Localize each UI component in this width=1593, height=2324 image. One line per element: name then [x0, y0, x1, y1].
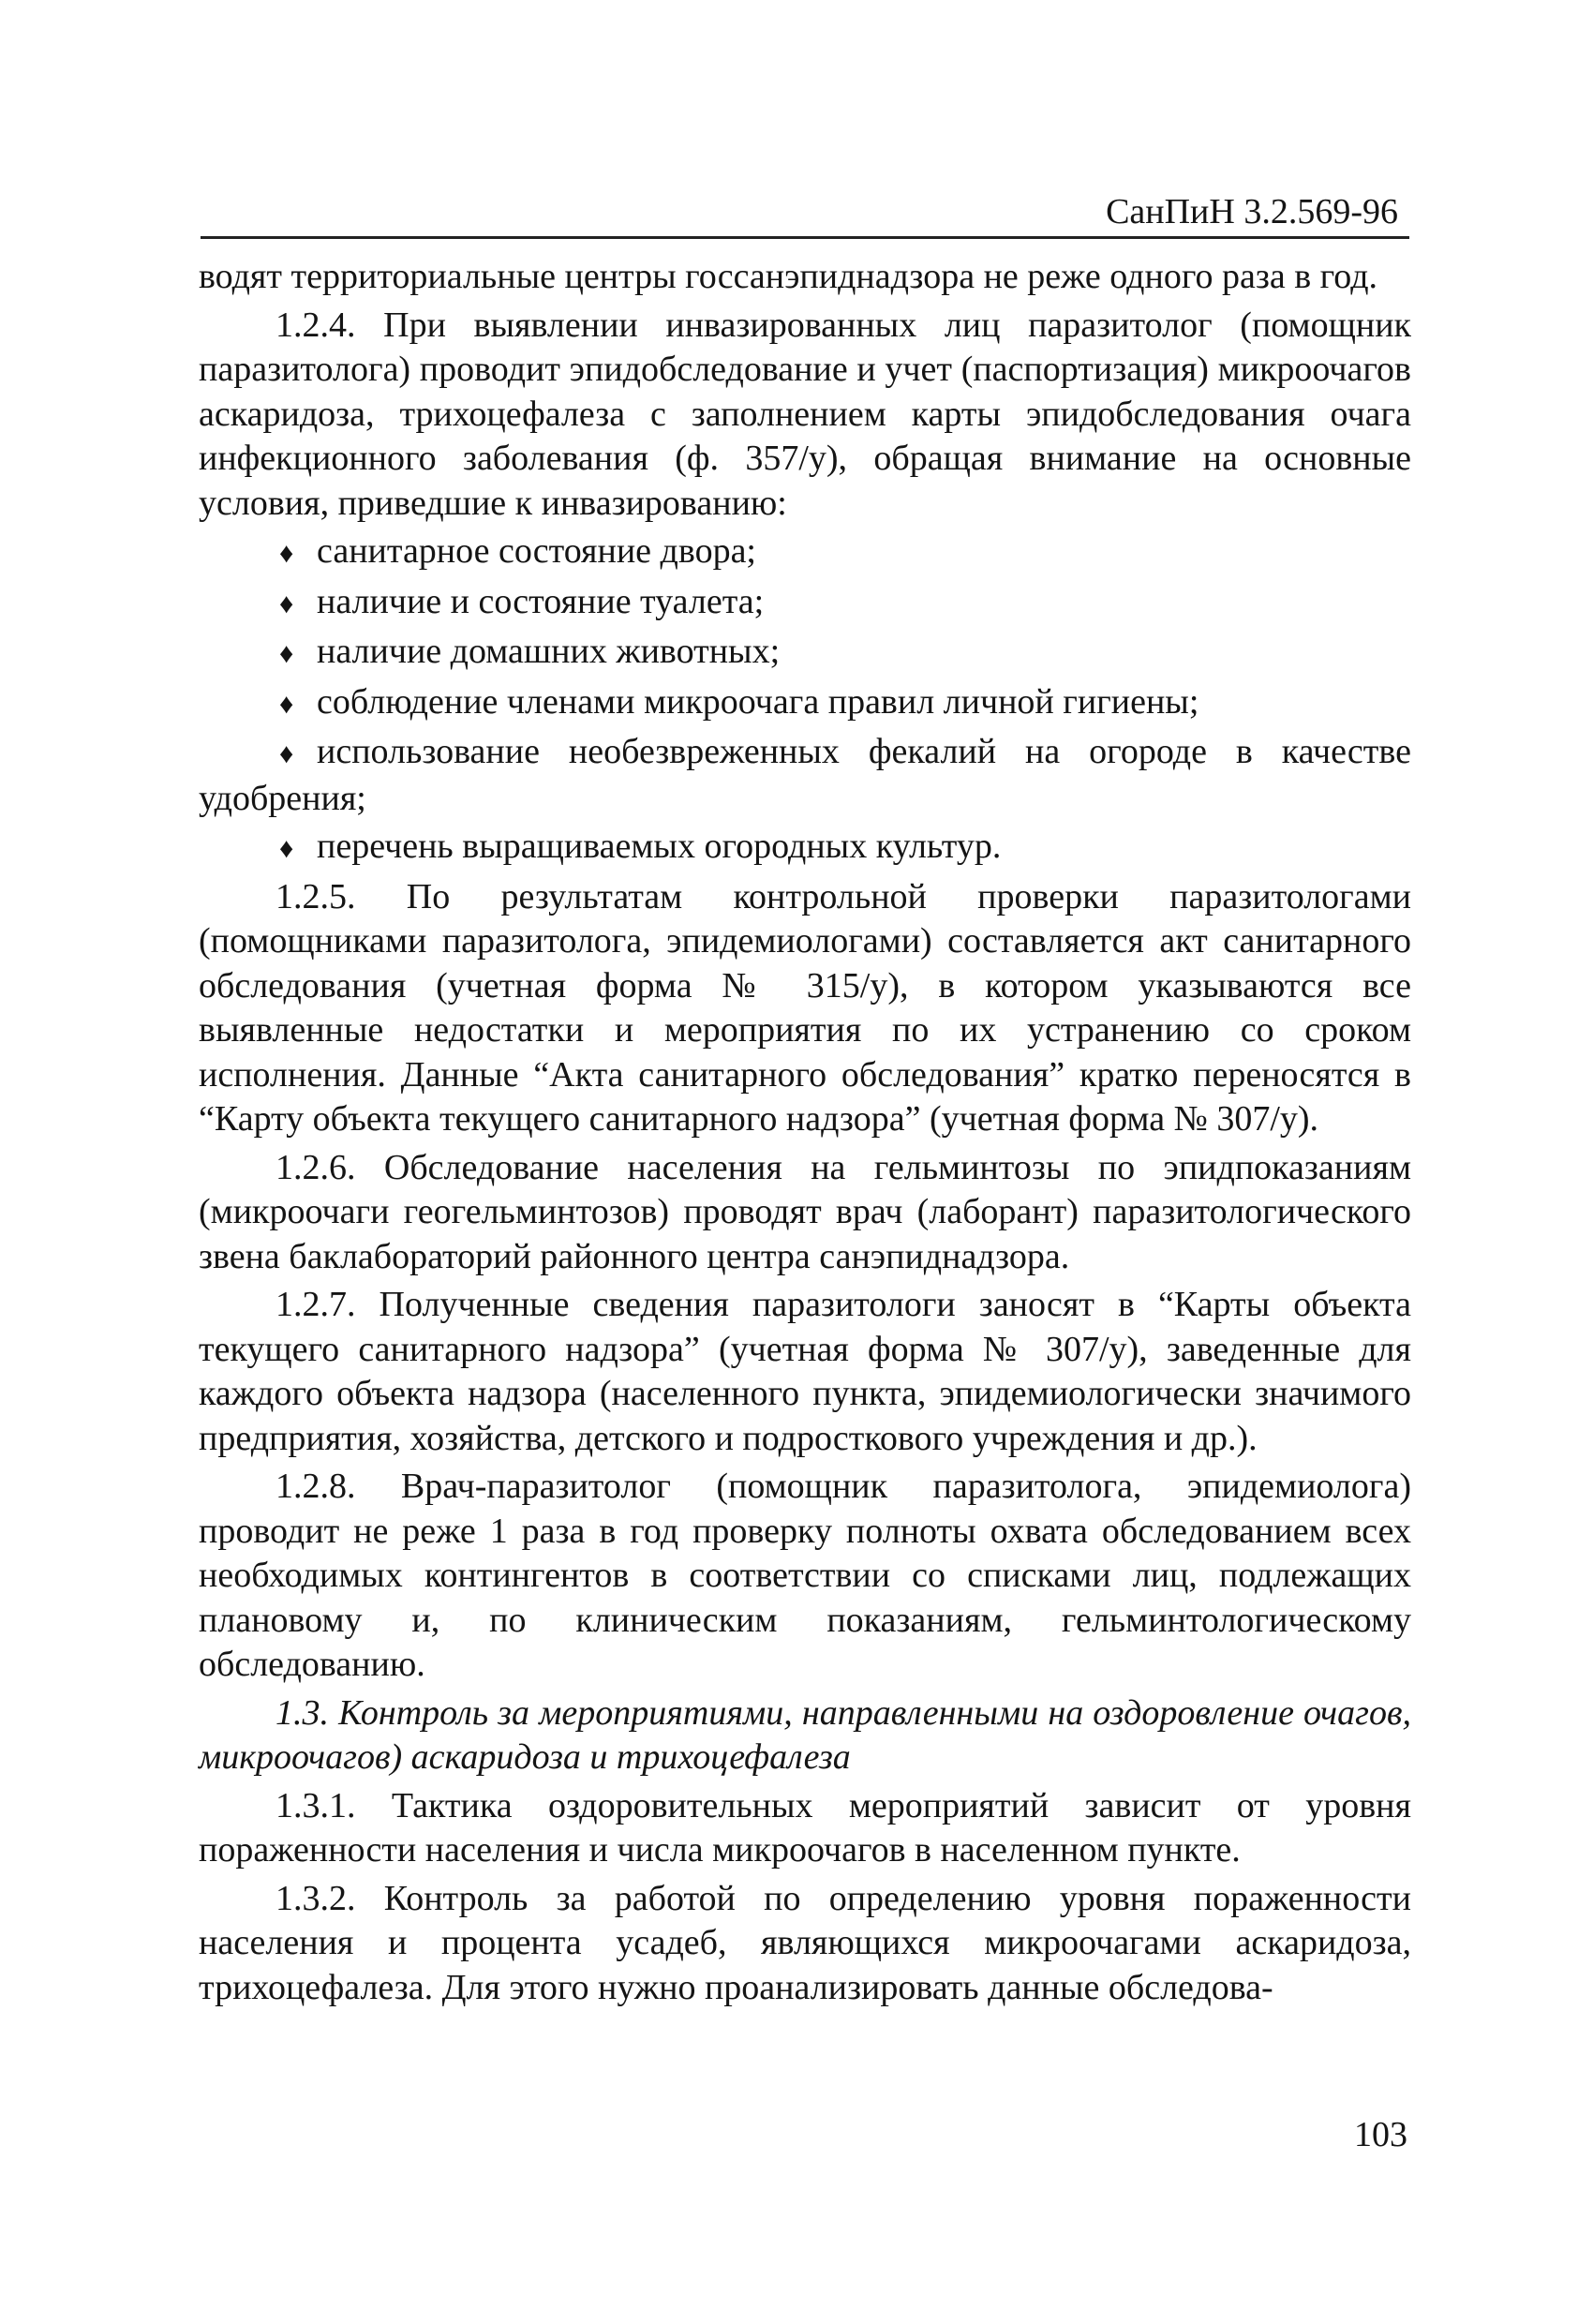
list-item-text: санитарное состояние двора; [317, 531, 756, 571]
document-code: СанПиН 3.2.569-96 [1106, 192, 1398, 231]
paragraph-continuation: водят территориальные центры госсанэпиднадзора не реже одного раза в год. [199, 257, 1378, 296]
list-item-text: перечень выращиваемых огородных культур. [317, 827, 1002, 866]
paragraph-1-2-5: 1.2.5. По результатам контрольной проверки паразитологами (помощниками паразитолога, эпидемиологами) составляется акт санитарного обследования (учетная форма № 315/у), в котором указываются все выявленные недостатки и мероприятия по их устранению со сроком исполнения. Данные “Акта санитарного обследования” кратко переносятся в “Карту объекта текущего санитарного надзора” (учетная форма № 307/у). [199, 876, 1411, 1139]
bullet-icon: ♦ [279, 588, 294, 619]
list-item-text: наличие и состояние туалета; [317, 581, 765, 621]
page-number: 103 [1354, 2115, 1407, 2154]
document-body [199, 255, 1411, 2014]
bullet-icon: ♦ [279, 538, 294, 569]
list-item-text: использование необезвреженных фекалий на огороде в качестве удобрения; [199, 732, 1411, 818]
list-item-text: соблюдение членами микроочага правил личной гигиены; [317, 681, 1199, 722]
list-item [199, 680, 1411, 727]
paragraph-1-3-1: 1.3.1. Тактика оздоровительных мероприятий зависит от уровня пораженности населения и числа микроочагов в населенном пункте. [199, 1785, 1411, 1870]
bullet-icon: ♦ [279, 833, 294, 864]
paragraph-1-2-7: 1.2.7. Полученные сведения паразитологи заносят в “Карты объекта текущего санитарного надзора” (учетная форма № 307/у), заведенные для каждого объекта надзора (населенного пункта, эпидемиологически значимого предприятия, хозяйства, детского и подросткового учреждения и др.). [199, 1285, 1411, 1458]
paragraph-1-2-6: 1.2.6. Обследование населения на гельминтозы по эпидпоказаниям (микроочаги геогельминтозов) проводят врач (лаборант) паразитологического звена баклабораторий районного центра санэпиднадзора. [199, 1147, 1411, 1276]
list-item [199, 580, 1411, 627]
section-heading-1-3: 1.3. Контроль за мероприятиями, направленными на оздоровление очагов, микроочагов) аскаридоза и трихоцефалеза [199, 1692, 1411, 1777]
paragraph-1-2-8: 1.2.8. Врач-паразитолог (помощник паразитолога, эпидемиолога) проводит не реже 1 раза в год проверку полноты охвата обследованием всех необходимых контингентов в соответствии со списками лиц, подлежащих плановому и, по клиническим показаниям, гельминтологическому обследованию. [199, 1467, 1411, 1684]
list-item [199, 529, 1411, 576]
bullet-icon: ♦ [279, 688, 294, 720]
list-item-text: наличие домашних животных; [317, 632, 781, 671]
list-item [199, 730, 1411, 821]
bullet-icon: ♦ [279, 738, 294, 769]
paragraph-1-3-2: 1.3.2. Контроль за работой по определению уровня пораженности населения и процента усадеб, являющихся микроочагами аскаридоза, трихоцефалеза. Для этого нужно проанализировать данные обследова- [199, 1878, 1411, 2007]
list-item [199, 825, 1411, 872]
bullet-icon: ♦ [279, 638, 294, 669]
header-rule [201, 236, 1409, 239]
paragraph-1-2-4: 1.2.4. При выявлении инвазированных лиц паразитолог (помощник паразитолога) проводит эпидобследование и учет (паспортизация) микроочагов аскаридоза, трихоцефалеза с заполнением карты эпидобследования очага инфекционного заболевания (ф. 357/у), обращая внимание на основные условия, приведшие к инвазированию: [199, 305, 1411, 523]
list-item [199, 630, 1411, 677]
